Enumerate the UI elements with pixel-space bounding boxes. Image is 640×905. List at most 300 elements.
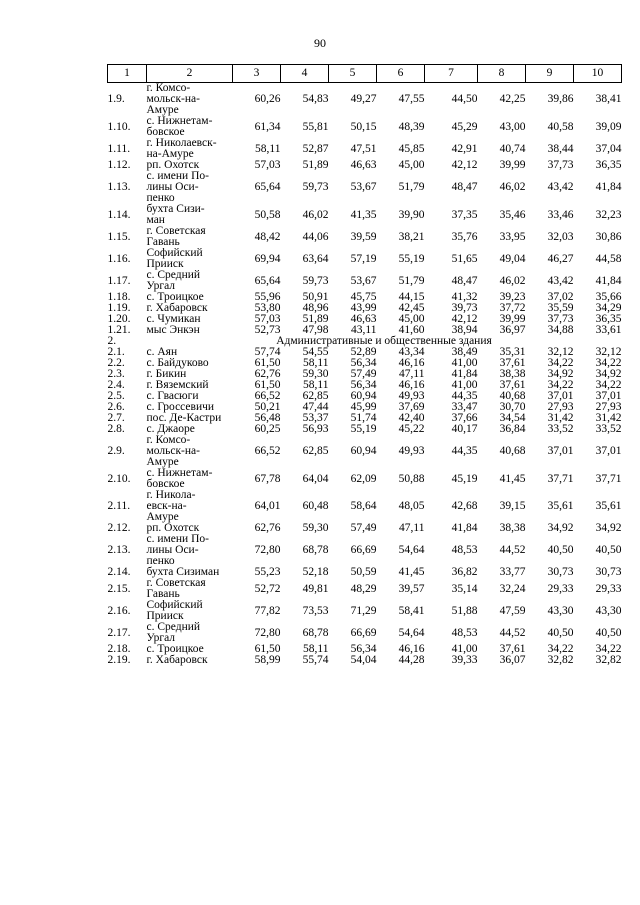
value-cell: 50,58 bbox=[254, 208, 281, 221]
row-index: 1.20. bbox=[107, 313, 131, 325]
value-cell: 60,25 bbox=[254, 423, 281, 435]
row-index: 2.7. bbox=[107, 412, 125, 424]
value-cell: 34,29 bbox=[595, 302, 622, 314]
table-row bbox=[108, 204, 622, 226]
value-cell: 60,94 bbox=[350, 445, 377, 457]
value-cell: 66,69 bbox=[350, 626, 377, 639]
location-name bbox=[147, 435, 233, 468]
table-row bbox=[108, 270, 622, 292]
location-name bbox=[147, 325, 233, 336]
value-cell: 41,84 bbox=[451, 522, 478, 534]
value-cell: 58,41 bbox=[398, 604, 425, 617]
value-cell: 58,11 bbox=[255, 142, 281, 155]
table-row bbox=[108, 468, 622, 490]
value-cell: 34,22 bbox=[547, 643, 574, 655]
row-index: 2.19. bbox=[107, 654, 131, 666]
location-name-line: пенко bbox=[146, 555, 175, 567]
location-name-line: Прииск bbox=[146, 610, 184, 622]
value-cell: 40,68 bbox=[499, 445, 526, 457]
value-cell: 39,90 bbox=[398, 208, 425, 221]
value-cell: 51,89 bbox=[302, 159, 329, 171]
value-cell: 36,07 bbox=[499, 654, 526, 666]
table-row bbox=[108, 83, 622, 117]
value-cell: 46,02 bbox=[302, 208, 329, 221]
value-cell: 45,22 bbox=[398, 423, 425, 435]
location-name bbox=[147, 622, 233, 644]
location-name-line: Амуре bbox=[146, 511, 179, 523]
value-cell: 35,61 bbox=[547, 500, 574, 512]
value-cell: 37,01 bbox=[595, 445, 622, 457]
location-name-line: Софийский bbox=[146, 599, 203, 611]
value-cell: 51,88 bbox=[451, 604, 478, 617]
value-cell: 48,42 bbox=[254, 230, 281, 243]
value-cell: 57,19 bbox=[350, 252, 377, 265]
header-cell: 9 bbox=[526, 65, 574, 83]
value-cell: 49,93 bbox=[398, 445, 425, 457]
value-cell: 43,30 bbox=[547, 604, 574, 617]
value-cell: 57,49 bbox=[350, 368, 377, 380]
value-cell: 60,26 bbox=[254, 93, 281, 105]
row-index: 1.16. bbox=[107, 252, 131, 265]
value-cell: 41,84 bbox=[595, 181, 622, 193]
value-cell: 37,71 bbox=[547, 472, 574, 485]
location-name-line: г. Бикин bbox=[146, 368, 187, 380]
value-cell: 57,49 bbox=[350, 522, 377, 534]
value-cell: 46,16 bbox=[398, 379, 425, 391]
value-cell: 41,00 bbox=[451, 357, 478, 369]
value-cell: 56,34 bbox=[350, 379, 377, 391]
value-cell: 39,99 bbox=[499, 159, 526, 171]
value-cell: 56,34 bbox=[350, 357, 377, 369]
value-cell: 41,00 bbox=[451, 379, 478, 391]
value-cell: 30,73 bbox=[547, 566, 574, 578]
value-cell: 56,34 bbox=[350, 643, 377, 655]
value-cell: 37,69 bbox=[398, 401, 425, 413]
value-cell: 39,59 bbox=[350, 230, 377, 243]
value-cell: 61,50 bbox=[254, 643, 281, 655]
value-cell: 41,84 bbox=[595, 274, 622, 287]
header-cell: 1 bbox=[108, 65, 147, 83]
data-table bbox=[107, 64, 622, 666]
value-cell: 45,85 bbox=[398, 142, 425, 155]
value-cell: 40,50 bbox=[547, 626, 574, 639]
location-name bbox=[147, 600, 233, 622]
value-cell: 43,34 bbox=[398, 346, 425, 358]
value-cell: 35,76 bbox=[451, 230, 478, 243]
value-cell: 62,85 bbox=[302, 445, 329, 457]
value-cell: 60,94 bbox=[350, 390, 377, 402]
value-cell: 57,03 bbox=[254, 159, 281, 171]
value-cell: 52,73 bbox=[254, 324, 281, 336]
row-index: 2.10. bbox=[107, 472, 131, 485]
value-cell: 66,52 bbox=[254, 445, 281, 457]
value-cell: 52,89 bbox=[350, 346, 377, 358]
location-name-line: с. Гроссевичи bbox=[146, 401, 215, 413]
row-index: 1.14. bbox=[107, 208, 131, 221]
header-cell: 10 bbox=[574, 65, 622, 83]
value-cell: 39,73 bbox=[451, 302, 478, 314]
row-index: 2.5. bbox=[107, 390, 125, 402]
value-cell: 34,92 bbox=[595, 368, 622, 380]
value-cell: 58,64 bbox=[350, 500, 377, 512]
value-cell: 30,73 bbox=[595, 566, 622, 578]
location-name-line: Гавань bbox=[146, 588, 180, 600]
value-cell: 59,73 bbox=[302, 274, 329, 287]
location-name-line: бовское bbox=[146, 478, 185, 490]
value-cell: 45,75 bbox=[350, 291, 377, 303]
location-name-line: бухта Сизи- bbox=[146, 203, 205, 215]
row-index: 1.21. bbox=[107, 324, 131, 336]
location-name-line: Гавань bbox=[146, 236, 180, 248]
value-cell: 51,65 bbox=[451, 252, 478, 265]
value-cell: 38,41 bbox=[595, 93, 622, 105]
location-name bbox=[147, 204, 233, 226]
value-cell: 35,59 bbox=[547, 302, 574, 314]
value-cell: 59,30 bbox=[302, 522, 329, 534]
value-cell: 37,61 bbox=[499, 357, 526, 369]
value-cell: 37,72 bbox=[499, 302, 526, 314]
location-name-line: г. Хабаровск bbox=[146, 302, 208, 314]
value-cell: 45,99 bbox=[350, 401, 377, 413]
value-cell: 45,19 bbox=[451, 472, 478, 485]
value-cell: 55,81 bbox=[302, 120, 329, 133]
value-cell: 57,03 bbox=[254, 313, 281, 325]
value-cell: 51,74 bbox=[350, 412, 377, 424]
value-cell: 55,74 bbox=[302, 654, 329, 666]
location-name-line: пос. Де-Кастри bbox=[146, 412, 222, 424]
value-cell: 61,50 bbox=[254, 357, 281, 369]
value-cell: 55,96 bbox=[254, 291, 281, 303]
location-name-line: евск-на- bbox=[146, 500, 187, 512]
value-cell: 68,78 bbox=[302, 544, 329, 556]
value-cell: 58,11 bbox=[303, 379, 329, 391]
location-name bbox=[147, 171, 233, 204]
row-index: 2.8. bbox=[107, 423, 125, 435]
location-name-line: рп. Охотск bbox=[146, 522, 200, 534]
value-cell: 39,09 bbox=[595, 120, 622, 133]
value-cell: 72,80 bbox=[254, 626, 281, 639]
value-cell: 33,95 bbox=[499, 230, 526, 243]
value-cell: 59,73 bbox=[302, 181, 329, 193]
value-cell: 27,93 bbox=[595, 401, 622, 413]
value-cell: 41,35 bbox=[350, 208, 377, 221]
value-cell: 54,83 bbox=[302, 93, 329, 105]
value-cell: 38,38 bbox=[499, 368, 526, 380]
value-cell: 32,23 bbox=[595, 208, 622, 221]
value-cell: 34,88 bbox=[547, 324, 574, 336]
value-cell: 53,80 bbox=[254, 302, 281, 314]
row-index: 2.6. bbox=[107, 401, 125, 413]
table-row bbox=[108, 655, 622, 666]
value-cell: 57,74 bbox=[254, 346, 281, 358]
value-cell: 63,64 bbox=[302, 252, 329, 265]
row-index: 1.11. bbox=[107, 142, 131, 155]
location-name-line: с. Нижнетам- bbox=[146, 115, 213, 127]
header-cell: 2 bbox=[147, 65, 233, 83]
value-cell: 66,69 bbox=[350, 544, 377, 556]
value-cell: 60,48 bbox=[302, 500, 329, 512]
row-index: 1.19. bbox=[107, 302, 131, 314]
value-cell: 64,01 bbox=[254, 500, 281, 512]
value-cell: 44,35 bbox=[451, 445, 478, 457]
row-index: 2.9. bbox=[107, 445, 125, 457]
value-cell: 39,99 bbox=[499, 313, 526, 325]
value-cell: 33,47 bbox=[451, 401, 478, 413]
value-cell: 44,15 bbox=[398, 291, 425, 303]
value-cell: 42,25 bbox=[499, 93, 526, 105]
table-body bbox=[108, 83, 622, 667]
value-cell: 41,32 bbox=[451, 291, 478, 303]
row-index: 2.15. bbox=[107, 582, 131, 595]
value-cell: 44,35 bbox=[451, 390, 478, 402]
row-index: 1.18. bbox=[107, 291, 131, 303]
value-cell: 42,12 bbox=[451, 159, 478, 171]
value-cell: 71,29 bbox=[350, 604, 377, 617]
value-cell: 40,50 bbox=[595, 544, 622, 556]
location-name-line: с. Джаоре bbox=[146, 423, 195, 435]
value-cell: 46,02 bbox=[499, 181, 526, 193]
row-index: 2.3. bbox=[107, 368, 125, 380]
location-name-line: мольск-на- bbox=[146, 445, 200, 457]
value-cell: 37,61 bbox=[499, 379, 526, 391]
location-name bbox=[147, 490, 233, 523]
value-cell: 61,34 bbox=[254, 120, 281, 133]
section-title: Административные и общественные здания bbox=[276, 335, 492, 347]
location-name-line: с. Средний bbox=[146, 269, 201, 281]
row-index: 2. bbox=[107, 335, 117, 347]
value-cell: 48,47 bbox=[451, 181, 478, 193]
header-cell: 7 bbox=[425, 65, 478, 83]
page-number: 90 bbox=[314, 36, 326, 50]
row-index: 1.9. bbox=[107, 93, 125, 105]
location-name-line: с. Чумикан bbox=[146, 313, 201, 325]
location-name-line: Ургал bbox=[146, 280, 176, 292]
value-cell: 48,53 bbox=[451, 544, 478, 556]
value-cell: 34,22 bbox=[547, 357, 574, 369]
value-cell: 37,71 bbox=[595, 472, 622, 485]
row-index: 2.13. bbox=[107, 544, 131, 556]
value-cell: 44,28 bbox=[398, 654, 425, 666]
header-cell: 8 bbox=[478, 65, 526, 83]
row-index: 2.18. bbox=[107, 643, 131, 655]
location-name-line: с. Гвасюги bbox=[146, 390, 199, 402]
row-index: 2.2. bbox=[107, 357, 125, 369]
location-name-line: Ургал bbox=[146, 632, 176, 644]
value-cell: 50,91 bbox=[302, 291, 329, 303]
value-cell: 62,85 bbox=[302, 390, 329, 402]
location-name-line: с. Средний bbox=[146, 621, 201, 633]
value-cell: 53,67 bbox=[350, 181, 377, 193]
table-row bbox=[108, 600, 622, 622]
value-cell: 61,50 bbox=[254, 379, 281, 391]
location-name-line: мольск-на- bbox=[146, 93, 200, 105]
value-cell: 39,23 bbox=[499, 291, 526, 303]
row-index: 2.11. bbox=[107, 500, 131, 512]
value-cell: 31,42 bbox=[595, 412, 622, 424]
value-cell: 32,12 bbox=[547, 346, 574, 358]
value-cell: 32,12 bbox=[595, 346, 622, 358]
value-cell: 47,98 bbox=[302, 324, 329, 336]
header-cell: 5 bbox=[329, 65, 377, 83]
value-cell: 53,67 bbox=[350, 274, 377, 287]
value-cell: 54,04 bbox=[350, 654, 377, 666]
location-name-line: Амуре bbox=[146, 104, 179, 116]
location-name-line: г. Николаевск- bbox=[146, 137, 217, 149]
table-row bbox=[108, 138, 622, 160]
value-cell: 40,74 bbox=[499, 142, 526, 155]
value-cell: 72,80 bbox=[254, 544, 281, 556]
value-cell: 48,39 bbox=[398, 120, 425, 133]
value-cell: 30,86 bbox=[595, 230, 622, 243]
table-header bbox=[108, 65, 622, 83]
value-cell: 48,47 bbox=[451, 274, 478, 287]
value-cell: 46,16 bbox=[398, 357, 425, 369]
value-cell: 43,99 bbox=[350, 302, 377, 314]
location-name bbox=[147, 534, 233, 567]
row-index: 2.14. bbox=[107, 566, 131, 578]
row-index: 1.13. bbox=[107, 181, 131, 193]
value-cell: 55,19 bbox=[398, 252, 425, 265]
value-cell: 42,91 bbox=[451, 142, 478, 155]
value-cell: 41,60 bbox=[398, 324, 425, 336]
value-cell: 37,02 bbox=[547, 291, 574, 303]
value-cell: 37,01 bbox=[547, 390, 574, 402]
table-row bbox=[108, 171, 622, 204]
table-row bbox=[108, 490, 622, 523]
value-cell: 62,09 bbox=[350, 472, 377, 485]
location-name bbox=[147, 468, 233, 490]
value-cell: 32,82 bbox=[595, 654, 622, 666]
location-name-line: лины Оси- bbox=[146, 181, 199, 193]
table-row bbox=[108, 226, 622, 248]
location-name bbox=[147, 226, 233, 248]
value-cell: 36,35 bbox=[595, 313, 622, 325]
value-cell: 39,33 bbox=[451, 654, 478, 666]
value-cell: 39,15 bbox=[499, 500, 526, 512]
location-name-line: Софийский bbox=[146, 247, 203, 259]
value-cell: 38,21 bbox=[398, 230, 425, 243]
location-name bbox=[147, 116, 233, 138]
value-cell: 50,15 bbox=[350, 120, 377, 133]
table-row bbox=[108, 534, 622, 567]
value-cell: 51,79 bbox=[398, 274, 425, 287]
value-cell: 35,14 bbox=[451, 582, 478, 595]
location-name-line: г. Советская bbox=[146, 577, 206, 589]
value-cell: 41,00 bbox=[451, 643, 478, 655]
location-name-line: г. Советская bbox=[146, 225, 206, 237]
value-cell: 37,35 bbox=[451, 208, 478, 221]
value-cell: 52,72 bbox=[254, 582, 281, 595]
location-name-line: лины Оси- bbox=[146, 544, 199, 556]
location-name-line: пенко bbox=[146, 192, 175, 204]
value-cell: 43,42 bbox=[547, 181, 574, 193]
value-cell: 41,45 bbox=[398, 566, 425, 578]
value-cell: 42,40 bbox=[398, 412, 425, 424]
value-cell: 30,70 bbox=[499, 401, 526, 413]
row-index: 2.17. bbox=[107, 626, 131, 639]
value-cell: 42,68 bbox=[451, 500, 478, 512]
location-name-line: с. Троицкое bbox=[146, 643, 204, 655]
value-cell: 35,31 bbox=[499, 346, 526, 358]
value-cell: 54,55 bbox=[302, 346, 329, 358]
location-name bbox=[147, 83, 233, 117]
value-cell: 46,27 bbox=[547, 252, 574, 265]
value-cell: 62,76 bbox=[254, 522, 281, 534]
value-cell: 34,54 bbox=[499, 412, 526, 424]
value-cell: 39,57 bbox=[398, 582, 425, 595]
value-cell: 54,64 bbox=[398, 544, 425, 556]
value-cell: 37,61 bbox=[499, 643, 526, 655]
value-cell: 49,81 bbox=[302, 582, 329, 595]
value-cell: 49,93 bbox=[398, 390, 425, 402]
value-cell: 47,11 bbox=[399, 522, 425, 534]
location-name-line: г. Хабаровск bbox=[146, 654, 208, 666]
value-cell: 69,94 bbox=[254, 252, 281, 265]
value-cell: 59,30 bbox=[302, 368, 329, 380]
value-cell: 56,48 bbox=[254, 412, 281, 424]
value-cell: 37,04 bbox=[595, 142, 622, 155]
value-cell: 45,00 bbox=[398, 313, 425, 325]
header-cell: 4 bbox=[281, 65, 329, 83]
value-cell: 51,89 bbox=[302, 313, 329, 325]
value-cell: 34,22 bbox=[595, 379, 622, 391]
value-cell: 44,06 bbox=[302, 230, 329, 243]
value-cell: 37,01 bbox=[547, 445, 574, 457]
location-name bbox=[147, 270, 233, 292]
table-row bbox=[108, 578, 622, 600]
row-index: 1.17. bbox=[107, 274, 131, 287]
value-cell: 40,68 bbox=[499, 390, 526, 402]
value-cell: 34,92 bbox=[547, 368, 574, 380]
value-cell: 47,51 bbox=[350, 142, 377, 155]
value-cell: 49,04 bbox=[499, 252, 526, 265]
value-cell: 55,19 bbox=[350, 423, 377, 435]
value-cell: 31,42 bbox=[547, 412, 574, 424]
value-cell: 43,42 bbox=[547, 274, 574, 287]
table-row bbox=[108, 435, 622, 468]
value-cell: 54,64 bbox=[398, 626, 425, 639]
value-cell: 44,52 bbox=[499, 626, 526, 639]
value-cell: 58,11 bbox=[303, 643, 329, 655]
location-name-line: мыс Энкэн bbox=[146, 324, 200, 336]
value-cell: 55,23 bbox=[254, 566, 281, 578]
location-name bbox=[147, 655, 233, 666]
location-name-line: на-Амуре bbox=[146, 148, 194, 160]
value-cell: 58,99 bbox=[254, 654, 281, 666]
value-cell: 40,50 bbox=[547, 544, 574, 556]
table-row bbox=[108, 116, 622, 138]
location-name-line: с. Аян bbox=[146, 346, 178, 358]
value-cell: 34,22 bbox=[595, 357, 622, 369]
location-name-line: бухта Сизиман bbox=[146, 566, 220, 578]
row-index: 1.15. bbox=[107, 230, 131, 243]
value-cell: 50,21 bbox=[254, 401, 281, 413]
value-cell: 36,35 bbox=[595, 159, 622, 171]
location-name-line: с. имени По- bbox=[146, 533, 209, 545]
value-cell: 66,52 bbox=[254, 390, 281, 402]
location-name-line: Прииск bbox=[146, 258, 184, 270]
row-index: 2.12. bbox=[107, 522, 131, 534]
row-index: 2.16. bbox=[107, 604, 131, 617]
value-cell: 62,76 bbox=[254, 368, 281, 380]
value-cell: 44,50 bbox=[451, 93, 478, 105]
row-index: 1.12. bbox=[107, 159, 131, 171]
value-cell: 44,52 bbox=[499, 544, 526, 556]
location-name-line: ман bbox=[146, 214, 165, 226]
value-cell: 58,11 bbox=[303, 357, 329, 369]
value-cell: 29,33 bbox=[595, 582, 622, 595]
value-cell: 40,17 bbox=[451, 423, 478, 435]
